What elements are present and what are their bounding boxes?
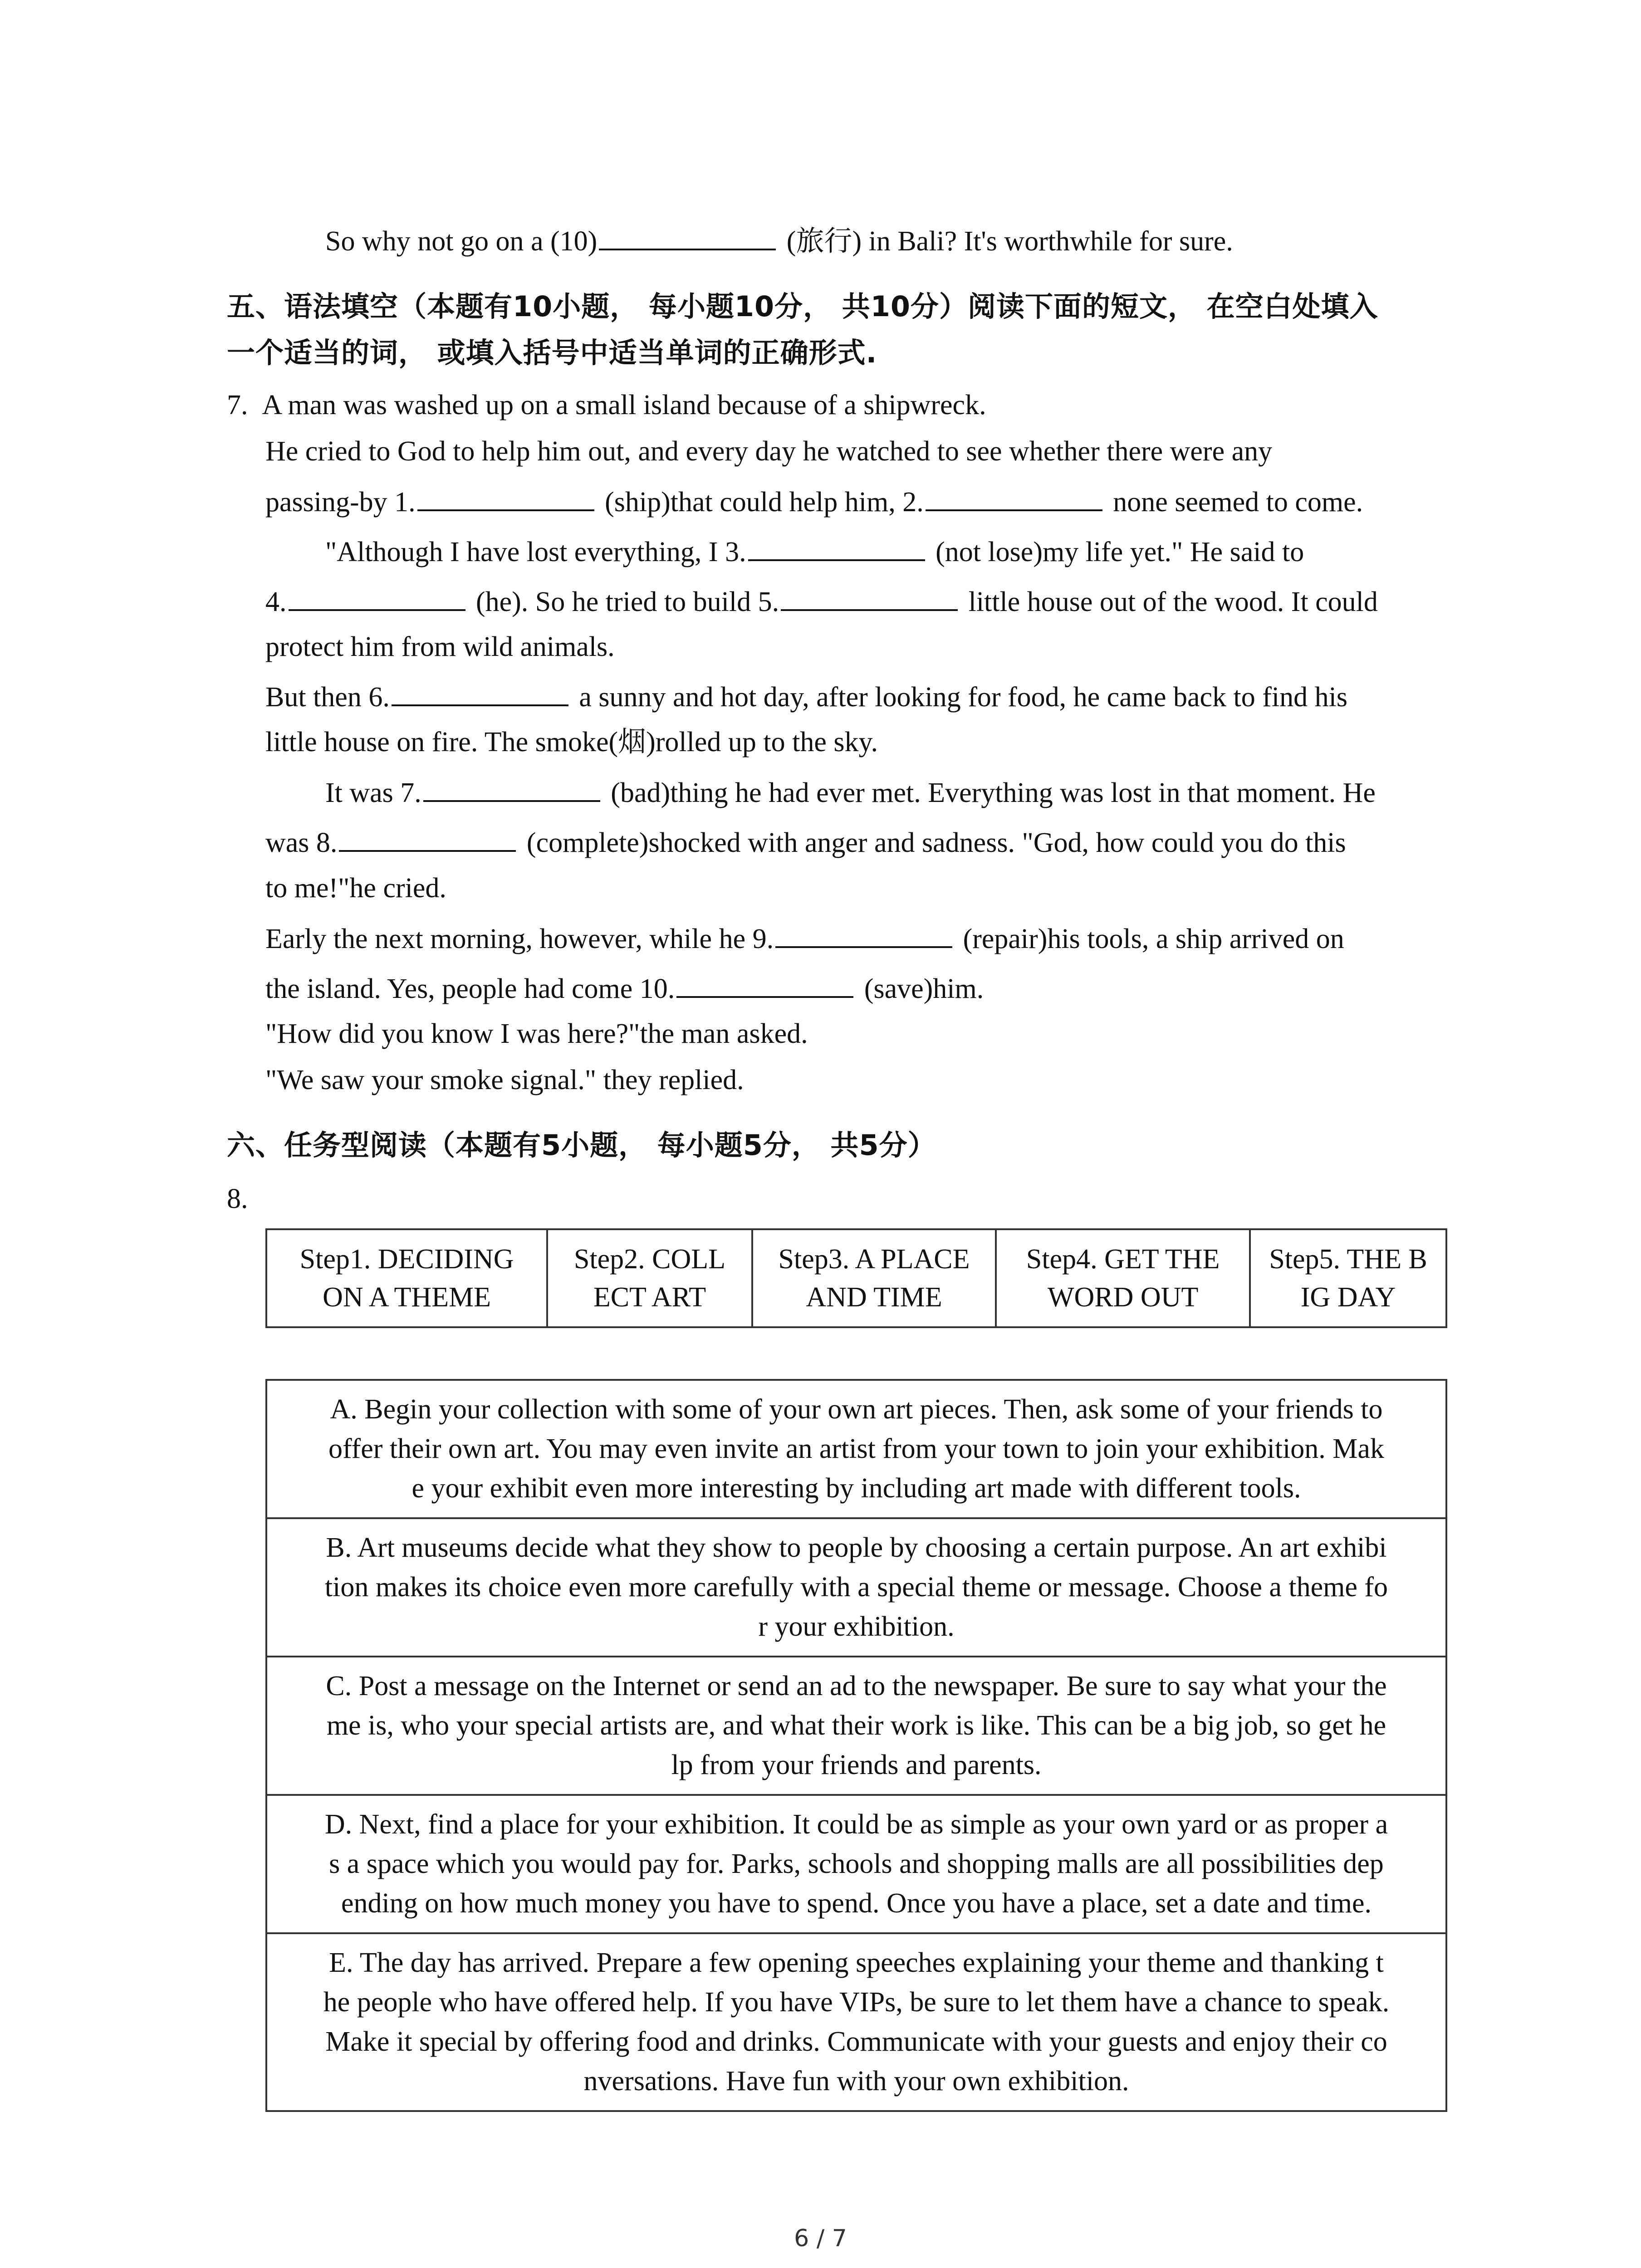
text-segment: But then 6. [265,682,390,713]
option-line: me is, who your special artists are, and what their work is like. This can be a big job, so get he [326,1710,1386,1741]
answer-blank-3[interactable] [748,534,925,561]
step-title-line: ECT ART [593,1282,706,1313]
step-cell-2 [547,1229,752,1327]
text-segment: Early the next morning, however, while he 9. [265,924,774,954]
q7-line12 [265,921,1344,956]
step-title-line: Step1. DECIDING [299,1244,514,1275]
step-title-line: IG DAY [1300,1282,1396,1313]
answer-blank-9[interactable] [775,921,952,948]
text-segment: none seemed to come. [1106,487,1363,518]
text-segment: (bad)thing he had ever met. Everything was lost in that moment. He [603,777,1376,808]
q7-line15: "We saw your smoke signal." they replied. [265,1065,744,1095]
step-title-line: AND TIME [806,1282,942,1313]
option-line: r your exhibition. [758,1611,955,1642]
text-segment: (ship)that could help him, 2. [598,487,924,518]
step-cell-3 [752,1229,996,1327]
text-segment: (旅行) in Bali? It's worthwhile for sure. [779,226,1233,257]
q7-line10 [265,825,1346,860]
text-segment: was 8. [265,827,338,858]
option-line: D. Next, find a place for your exhibition. It could be as simple as your own yard or as proper a [324,1809,1388,1840]
question-number: 7. [227,390,248,420]
q7-line3 [265,484,1363,519]
answer-blank-8[interactable] [339,825,516,852]
option-line: s a space which you would pay for. Parks, schools and shopping malls are all possibilities dep [329,1848,1384,1879]
option-line: tion makes its choice even more carefully with a special theme or message. Choose a theme fo [324,1572,1388,1603]
option-line: nversations. Have fun with your own exhibition. [583,2066,1129,2097]
answer-blank-10[interactable] [599,223,776,250]
text-segment: passing-by 1. [265,487,416,518]
text-segment: little house out of the wood. It could [961,587,1378,617]
q7-line4 [325,534,1304,569]
q7-line14: "How did you know I was here?"the man asked. [265,1018,808,1049]
page-number: 6 / 7 [794,2225,847,2252]
option-d [267,1796,1445,1934]
option-e [267,1934,1445,2110]
step-title-line: Step3. A PLACE [778,1244,970,1275]
step-title-line: Step5. THE B [1269,1244,1427,1275]
q7-line9 [325,775,1376,810]
answer-blank-6[interactable] [392,679,568,706]
option-line: E. The day has arrived. Prepare a few opening speeches explaining your theme and thanking t [329,1947,1384,1978]
step-title-line: Step2. COLL [573,1244,726,1275]
option-c [267,1657,1445,1796]
answer-blank-1[interactable] [417,484,594,511]
option-line: ending on how much money you have to spend. Once you have a place, set a date and time. [341,1888,1372,1919]
text-segment: (complete)shocked with anger and sadness. "God, how could you do this [519,827,1346,858]
text-segment: 4. [265,587,287,617]
q7-line11: to me!"he cried. [265,873,446,904]
option-line: he people who have offered help. If you have VIPs, be sure to let them have a chance to speak. [323,1987,1390,2018]
step-title-line: WORD OUT [1048,1282,1199,1313]
section6-heading: 六、任务型阅读（本题有5小题， 每小题5分， 共5分） [227,1129,936,1162]
text-segment: a sunny and hot day, after looking for food, he came back to find his [572,682,1347,713]
table-row [266,1229,1446,1327]
text-segment: (he). So he tried to build 5. [469,587,779,617]
option-line: C. Post a message on the Internet or send an ad to the newspaper. Be sure to say what your the [326,1671,1387,1701]
prev-question-line [325,223,1233,259]
text-segment: "Although I have lost everything, I 3. [325,537,746,567]
option-line: A. Begin your collection with some of your own art pieces. Then, ask some of your friends to [330,1394,1383,1425]
steps-table [265,1228,1447,1328]
option-a [267,1381,1445,1519]
q7-line5 [265,584,1378,619]
step-cell-4 [996,1229,1250,1327]
option-b [267,1519,1445,1657]
text-segment: the island. Yes, people had come 10. [265,973,675,1004]
step-cell-5 [1250,1229,1446,1327]
option-line: B. Art museums decide what they show to people by choosing a certain purpose. An art exhibi [326,1532,1387,1563]
step-title-line: Step4. GET THE [1026,1244,1220,1275]
q7-line6: protect him from wild animals. [265,631,615,662]
options-box [265,1379,1447,2112]
option-line: e your exhibit even more interesting by including art made with different tools. [411,1473,1301,1504]
q7-line2: He cried to God to help him out, and every day he watched to see whether there were any [265,436,1273,467]
answer-blank-5[interactable] [781,584,958,611]
answer-blank-7[interactable] [423,775,600,802]
step-title-line: ON A THEME [323,1282,491,1313]
section5-heading-line2: 一个适当的词， 或填入括号中适当单词的正确形式. [227,336,877,369]
answer-blank-4[interactable] [289,584,465,611]
answer-blank-10b[interactable] [676,971,853,998]
q7-line8: little house on fire. The smoke(烟)rolled up to the sky. [265,727,878,758]
text-segment: A man was washed up on a small island because of a shipwreck. [262,390,986,420]
step-cell-1 [266,1229,547,1327]
q8-number: 8. [227,1183,248,1214]
text-segment: (repair)his tools, a ship arrived on [956,924,1344,954]
q7-line7 [265,679,1347,714]
answer-blank-2[interactable] [926,484,1102,511]
option-line: Make it special by offering food and drinks. Communicate with your guests and enjoy their co [325,2026,1387,2057]
text-segment: (save)him. [857,973,984,1004]
q7-line1 [227,388,986,422]
text-segment: So why not go on a (10) [325,226,598,257]
text-segment: (not lose)my life yet." He said to [928,537,1304,567]
text-segment: It was 7. [325,777,421,808]
q7-line13 [265,971,984,1006]
section5-heading-line1: 五、语法填空（本题有10小题， 每小题10分， 共10分）阅读下面的短文， 在空白处填入 [227,290,1378,323]
option-line: offer their own art. You may even invite an artist from your town to join your exhibition. Mak [328,1433,1384,1464]
option-line: lp from your friends and parents. [671,1750,1042,1780]
